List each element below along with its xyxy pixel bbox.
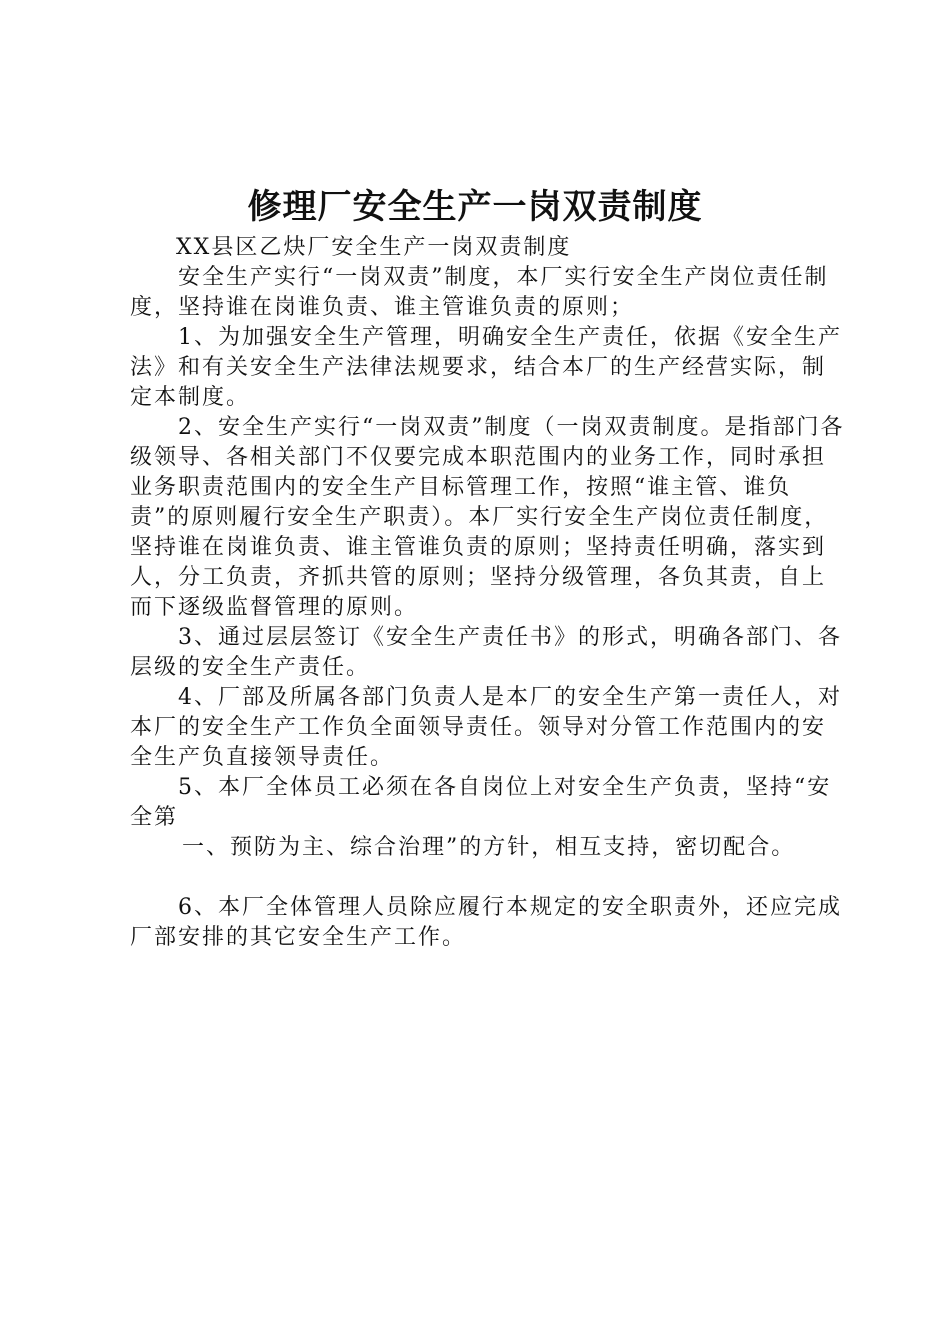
paragraph-1: 1、为加强安全生产管理，明确安全生产责任，依据《安全生产法》和有关安全生产法律法规要求，结合本厂的生产经营实际，制定本制度。 — [130, 325, 842, 410]
paragraph-4: 4、厂部及所属各部门负责人是本厂的安全生产第一责任人，对本厂的安全生产工作负全面领导责任。领导对分管工作范围内的安全生产负直接领导责任。 — [130, 685, 842, 770]
paragraph-subtitle: XX县区乙炔厂安全生产一岗双责制度 — [176, 235, 572, 260]
paragraph-3: 3、通过层层签订《安全生产责任书》的形式，明确各部门、各层级的安全生产责任。 — [130, 625, 842, 680]
paragraph-6: 6、本厂全体管理人员除应履行本规定的安全职责外，还应完成厂部安排的其它安全生产工作。 — [130, 895, 842, 950]
document-title: 修理厂安全生产一岗双责制度 — [247, 187, 703, 227]
document-body — [130, 233, 848, 953]
paragraph-5: 5、本厂全体员工必须在各自岗位上对安全生产负责，坚持“安全第 — [130, 775, 832, 830]
paragraph-5-continued: 一、预防为主、综合治理”的方针，相互支持，密切配合。 — [182, 835, 796, 860]
paragraph-2: 2、安全生产实行“一岗双责”制度（一岗双责制度。是指部门各级领导、各相关部门不仅要完成本职范围内的业务工作，同时承担业务职责范围内的安全生产目标管理工作，按照“谁主管、谁负责”的原则履行安全生产职责）。本厂实行安全生产岗位责任制度，坚持谁在岗谁负责、谁主管谁负责的原则；坚持责任明确，落实到人，分工负责，齐抓共管的原则；坚持分级管理，各负其责，自上而下逐级监督管理的原则。 — [130, 415, 845, 620]
paragraph-intro: 安全生产实行“一岗双责”制度，本厂实行安全生产岗位责任制度，坚持谁在岗谁负责、谁主管谁负责的原则； — [130, 265, 829, 320]
blank-line — [130, 863, 848, 893]
